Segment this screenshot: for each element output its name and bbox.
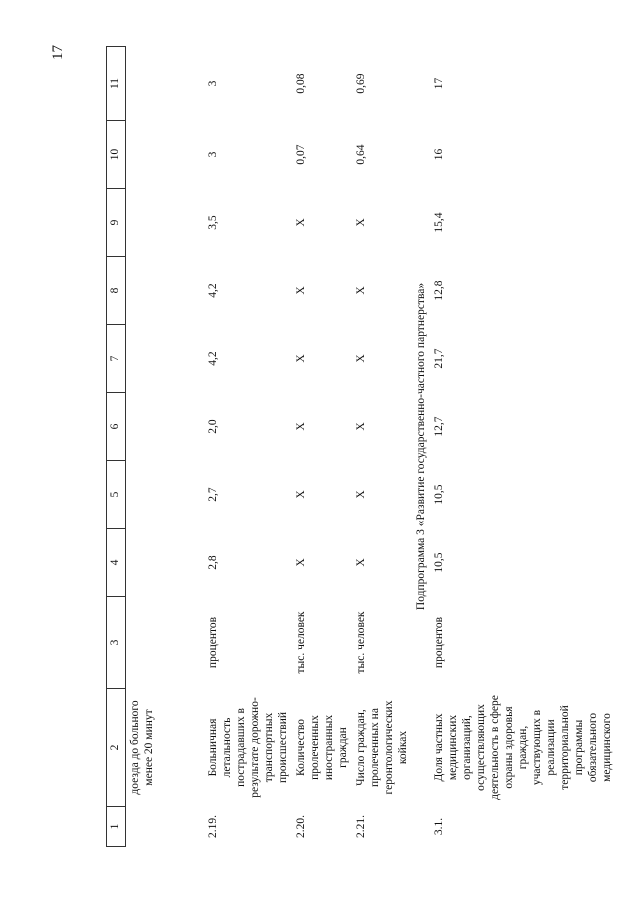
indicators-table (106, 46, 616, 847)
table-row (430, 47, 616, 847)
value-cell: X (355, 218, 368, 227)
value-cell: X (295, 558, 308, 567)
value-cell: X (295, 422, 308, 431)
col-header: 1 (107, 807, 126, 847)
col-header: 7 (107, 325, 126, 393)
value-cell: X (355, 558, 368, 567)
value-cell: 2,0 (207, 419, 220, 434)
indicator-name: Доля частных медицинских организаций, осуществляющих деятельность в сфере охраны здоровья граждан, участвующих в реализации территориальной программы обязательного медицинского (433, 695, 614, 800)
value-cell: 10,5 (433, 552, 446, 573)
page-number: 17 (50, 45, 66, 60)
value-cell: 4,2 (207, 283, 220, 298)
indicator-name: Число граждан, пролеченных на геронтологических койках (355, 700, 410, 795)
col-header: 10 (107, 121, 126, 189)
value-cell: 2,8 (207, 555, 220, 570)
value-cell: 2,7 (207, 487, 220, 502)
indicator-name: Больничная летальность пострадавших в результате дорожно-транспортных происшествий (207, 697, 290, 798)
value-cell: 4,2 (207, 351, 220, 366)
value-cell: X (355, 354, 368, 363)
value-cell: 12,8 (433, 280, 446, 301)
table-row (352, 47, 412, 847)
col-header: 4 (107, 529, 126, 597)
value-cell: 3 (207, 151, 220, 158)
unit: процентов (207, 616, 220, 669)
indicator-name-continuation: доезда до больного менее 20 минут (129, 700, 156, 795)
value-cell: 3 (207, 80, 220, 87)
value-cell: 16 (433, 148, 446, 161)
value-cell: 0,08 (295, 73, 308, 94)
col-header: 5 (107, 461, 126, 529)
value-cell: 17 (433, 77, 446, 90)
unit: тыс. человек (295, 611, 308, 674)
col-header: 3 (107, 597, 126, 689)
value-cell: 12,7 (433, 416, 446, 437)
row-code: 2.21. (355, 815, 368, 838)
col-header: 2 (107, 689, 126, 807)
value-cell: 0,64 (355, 144, 368, 165)
value-cell: X (295, 354, 308, 363)
value-cell: 0,69 (355, 73, 368, 94)
value-cell: 3,5 (207, 215, 220, 230)
unit: процентов (433, 616, 446, 669)
value-cell: X (295, 218, 308, 227)
col-header: 8 (107, 257, 126, 325)
unit: тыс. человек (355, 611, 368, 674)
header-row (107, 47, 126, 847)
value-cell: 21,7 (433, 348, 446, 369)
col-header: 11 (107, 47, 126, 121)
subprogram-row (412, 47, 430, 847)
subprogram-title: Подпрограмма 3 «Развитие государственно-частного партнерства» (415, 282, 428, 611)
value-cell: X (355, 286, 368, 295)
col-header: 6 (107, 393, 126, 461)
table-row (204, 47, 292, 847)
row-code: 3.1. (433, 817, 446, 836)
value-cell: X (355, 422, 368, 431)
value-cell: X (355, 490, 368, 499)
value-cell: 15,4 (433, 212, 446, 233)
value-cell: 10,5 (433, 484, 446, 505)
continuation-row (126, 47, 159, 847)
col-header: 9 (107, 189, 126, 257)
value-cell: X (295, 286, 308, 295)
value-cell: X (295, 490, 308, 499)
indicator-name: Количество пролеченных иностранных граждан (295, 714, 350, 781)
row-code: 2.20. (295, 815, 308, 838)
table-row (292, 47, 352, 847)
value-cell: 0,07 (295, 144, 308, 165)
row-code: 2.19. (207, 815, 220, 838)
